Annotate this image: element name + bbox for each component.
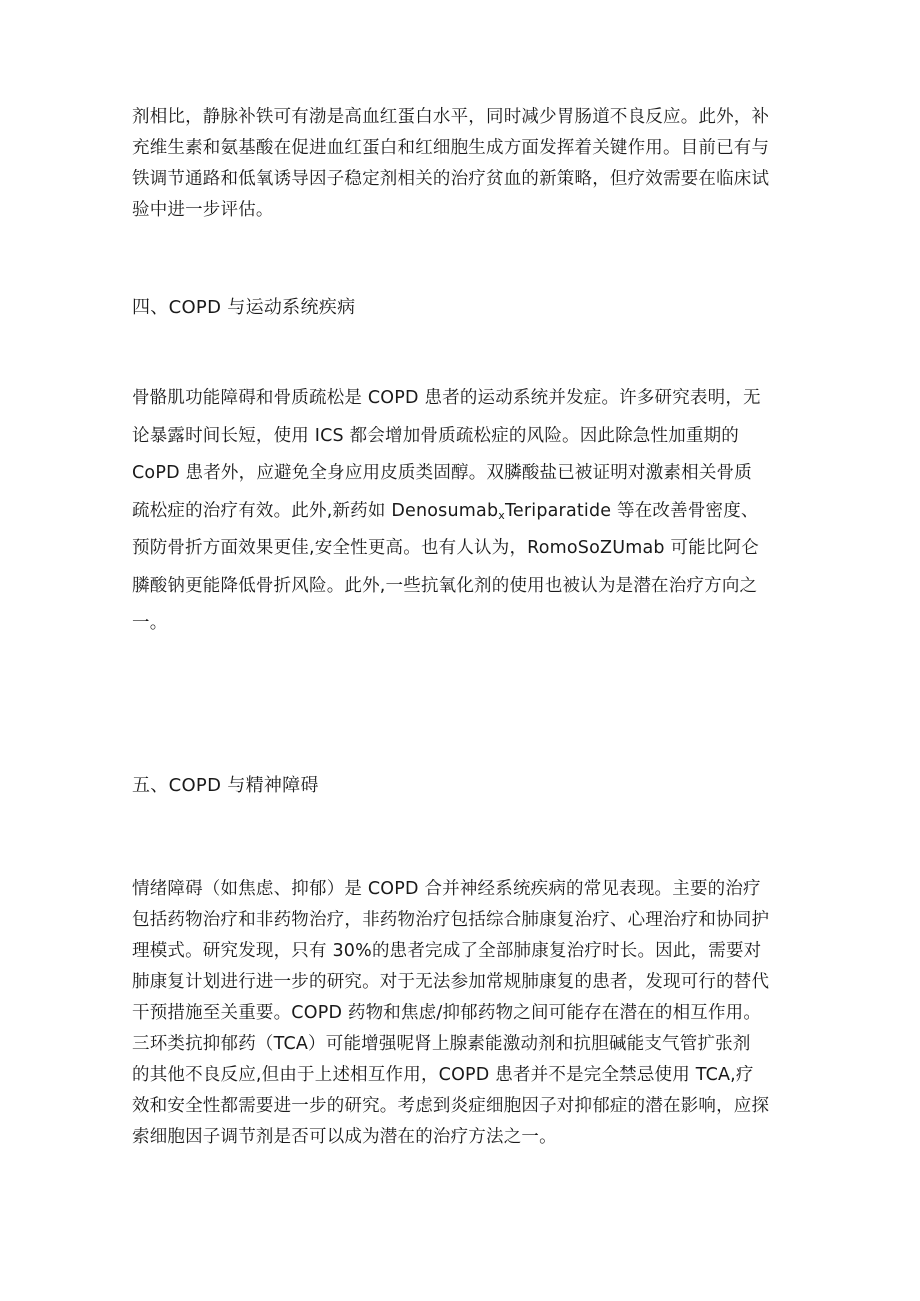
text-line: 三环类抗抑郁药（TCA）可能增强呢肾上腺素能激动剂和抗胆碱能支气管扩张剂 [132,1034,751,1054]
text-segment: Teriparatide 等在改善骨密度、 [504,500,759,521]
text-segment: 疏松症的治疗有效。此外,新药如 Denosumab [132,500,499,521]
text-line: 验中进一步评估。 [132,200,274,220]
text-line: 剂相比，静脉补铁可有渤是高血红蛋白水平，同时减少胃肠道不良反应。此外，补 [132,107,770,127]
text-line: 铁调节通路和低氧诱导因子稳定剂相关的治疗贫血的新策略，但疗效需要在临床试 [132,169,770,189]
text-line: 膦酸钠更能降低骨折风险。此外,一些抗氧化剂的使用也被认为是潜在治疗方向之 [132,575,758,596]
text-line: 论暴露时间长短，使用 ICS 都会增加骨质疏松症的风险。因此除急性加重期的 [132,425,740,446]
text-line: 充维生素和氨基酸在促进血红蛋白和红细胞生成方面发挥着关键作用。目前已有与 [132,138,770,158]
section-heading-musculoskeletal: 四、COPD 与运动系统疾病 [132,297,356,318]
subscript-mark: x [498,508,505,522]
section-heading-mental-disorders: 五、COPD 与精神障碍 [132,775,319,796]
text-line: 效和安全性都需要进一步的研究。考虑到炎症细胞因子对抑郁症的潜在影响，应探 [132,1096,770,1116]
text-line: 骨骼肌功能障碍和骨质疏松是 COPD 患者的运动系统并发症。许多研究表明，无 [132,388,761,408]
text-line: 理模式。研究发现，只有 30%的患者完成了全部肺康复治疗时长。因此，需要对 [132,941,762,961]
text-line: 的其他不良反应,但由于上述相互作用，COPD 患者并不是完全禁忌使用 TCA,疗 [132,1065,754,1085]
text-line: 包括药物治疗和非药物治疗，非药物治疗包括综合肺康复治疗、心理治疗和协同护 [132,910,770,930]
paragraph-musculoskeletal [132,380,796,643]
text-line: 一。 [132,613,168,633]
text-line: CoPD 患者外，应避免全身应用皮质类固醇。双膦酸盐已被证明对激素相关骨质 [132,463,752,483]
text-line: 干预措施至关重要。COPD 药物和焦虑/抑郁药物之间可能存在潜在的相互作用。 [132,1003,762,1023]
paragraph-anemia-treatment [132,102,796,226]
text-line: 预防骨折方面效果更佳,安全性更高。也有人认为，RomoSoZUmab 可能比阿仑 [132,538,759,558]
text-line: 索细胞因子调节剂是否可以成为潜在的治疗方法之一。 [132,1127,557,1147]
text-line [132,493,796,531]
text-line: 情绪障碍（如焦虑、抑郁）是 COPD 合并神经系统疾病的常见表现。主要的治疗 [132,879,761,899]
paragraph-mental-disorders [132,874,796,1153]
text-line: 肺康复计划进行进一步的研究。对于无法参加常规肺康复的患者，发现可行的替代 [132,972,770,992]
